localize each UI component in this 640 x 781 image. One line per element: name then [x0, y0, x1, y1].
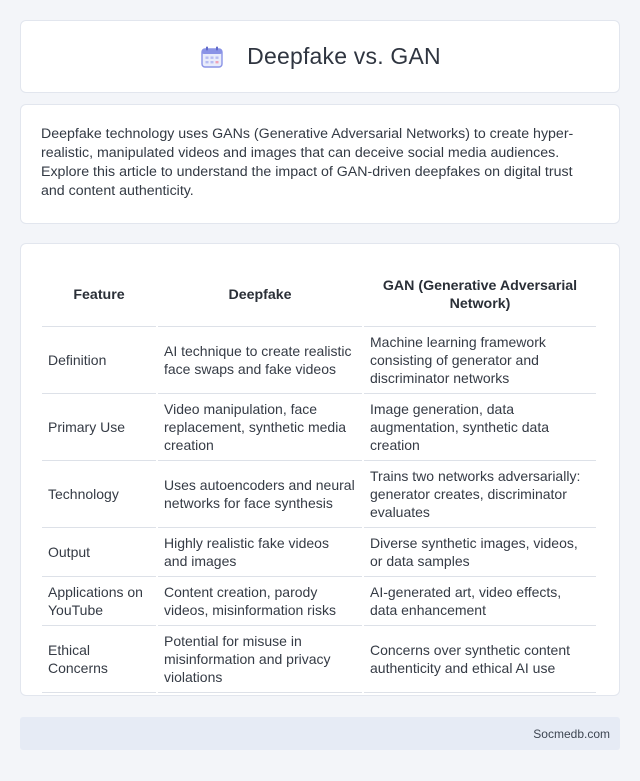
deepfake-cell: Uses autoencoders and neural networks for face synthesis: [158, 461, 362, 528]
table-row: [42, 461, 596, 528]
row-label: Applications on YouTube: [42, 577, 156, 626]
row-label: Definition: [42, 327, 156, 394]
calendar-icon: [199, 44, 225, 70]
row-label: Primary Use: [42, 394, 156, 461]
deepfake-cell: Video manipulation, face replacement, synthetic media creation: [158, 394, 362, 461]
table-header-row: [42, 264, 596, 327]
gan-cell: Trains two networks adversarially: generator creates, discriminator evaluates: [364, 461, 596, 528]
page-title: Deepfake vs. GAN: [247, 43, 441, 69]
header-feature: Feature: [42, 264, 156, 327]
gan-cell: Concerns over synthetic content authenticity and ethical AI use: [364, 626, 596, 693]
row-label: Output: [42, 528, 156, 577]
intro-paragraph: Deepfake technology uses GANs (Generative Adversarial Networks) to create hyper-realistic, manipulated videos and images that can deceive social media audiences. Explore this article to understand the impact of GAN-driven deepfakes on digital trust and content authenticity.: [41, 126, 574, 199]
row-label: Ethical Concerns: [42, 626, 156, 693]
table-row: [42, 327, 596, 394]
footer-site-link[interactable]: Socmedb.com: [533, 726, 610, 741]
table-row: [42, 626, 596, 693]
footer-bar: [20, 717, 620, 750]
gan-cell: Machine learning framework consisting of generator and discriminator networks: [364, 327, 596, 394]
intro-card: [20, 104, 620, 224]
deepfake-cell: Content creation, parody videos, misinformation risks: [158, 577, 362, 626]
table-row: [42, 394, 596, 461]
gan-cell: Image generation, data augmentation, synthetic data creation: [364, 394, 596, 461]
deepfake-cell: Highly realistic fake videos and images: [158, 528, 362, 577]
table-row: [42, 528, 596, 577]
header-deepfake: Deepfake: [158, 264, 362, 327]
gan-cell: Diverse synthetic images, videos, or data samples: [364, 528, 596, 577]
header-gan: GAN (Generative Adversarial Network): [364, 264, 596, 327]
gan-cell: AI-generated art, video effects, data enhancement: [364, 577, 596, 626]
row-label: Technology: [42, 461, 156, 528]
table-row: [42, 577, 596, 626]
comparison-table: [40, 264, 598, 693]
deepfake-cell: AI technique to create realistic face swaps and fake videos: [158, 327, 362, 394]
deepfake-cell: Potential for misuse in misinformation and privacy violations: [158, 626, 362, 693]
comparison-table-card: [20, 243, 620, 696]
title-card: [20, 20, 620, 93]
